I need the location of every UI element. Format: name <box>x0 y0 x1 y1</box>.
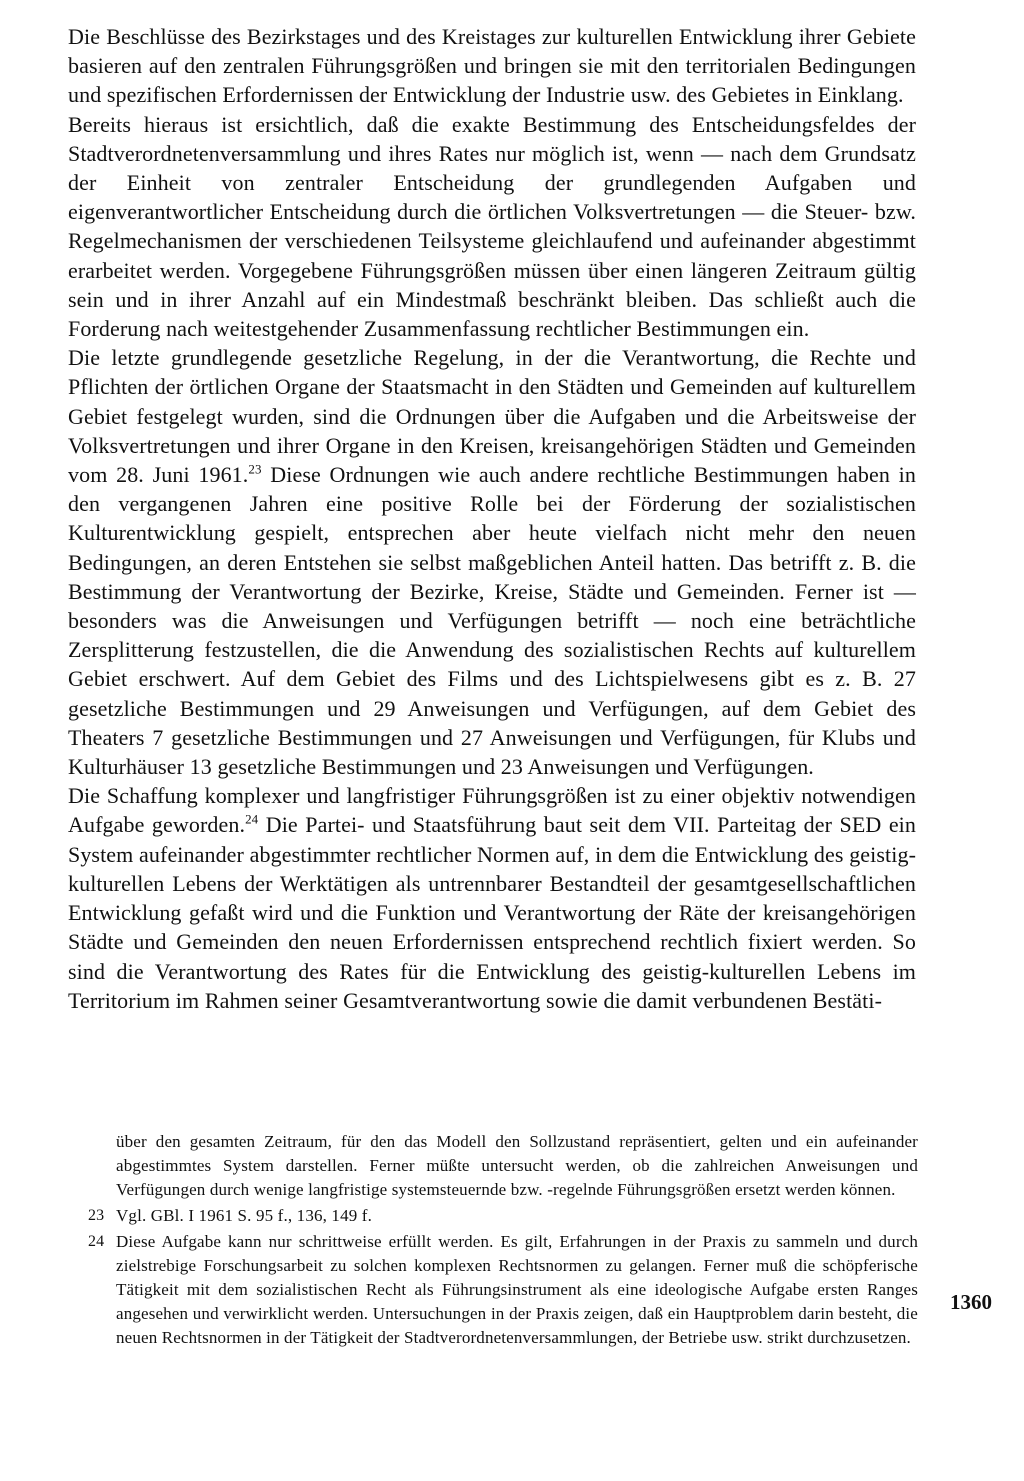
paragraph-4-text-after: Die Partei- und Staatsführung baut seit dem VII. Parteitag der SED ein System aufeinander abgestimmter rechtlicher Normen auf, in dem die Entwicklung des geistig-kulturellen Lebens der Werktätigen als untrennbarer Bestandteil der gesamtgesellschaftlichen Entwicklung gefaßt wird und die Funktion und Verantwortung der Räte der kreisangehörigen Städte und Gemeinden den neuen Erfordernissen entsprechend rechtlich fixiert werden. So sind die Verantwortung des Rates für die Entwicklung des geistig-kulturellen Lebens im Territorium im Rahmen seiner Gesamtverantwortung sowie die damit verbundenen Bestäti- <box>68 812 916 1013</box>
footnote-ref-23: 23 <box>248 461 262 477</box>
paragraph-2: Bereits hieraus ist ersichtlich, daß die exakte Bestimmung des Entscheidungsfeldes der Stadtverordnetenversammlung und ihres Rates nur möglich ist, wenn — nach dem Grundsatz der Einheit von zentraler Entscheidung der grundlegenden Aufgaben und eigenverantwortlicher Entscheidung durch die örtlichen Volksvertretungen — die Steuer- bzw. Regelmechanismen der verschiedenen Teilsysteme gleichlaufend und aufeinander abgestimmt erarbeitet werden. Vorgegebene Führungsgrößen müssen über einen längeren Zeitraum gültig sein und in ihrer Anzahl auf ein Mindestmaß beschränkt bleiben. Das schließt auch die Forderung nach weitestgehender Zusammenfassung rechtlicher Bestimmungen ein. <box>68 111 916 342</box>
main-text-block <box>68 22 916 1015</box>
footnote-number: 24 <box>88 1233 105 1250</box>
paragraph-3-text-before: Die letzte grundlegende gesetzliche Regelung, in der die Verantwortung, die Rechte und Pflichten der örtlichen Organe der Staatsmacht in den Städten und Gemeinden auf kulturellem Gebiet festgelegt wurden, sind die Ordnungen über die Aufgaben und die Arbeitsweise der Volksvertretungen und ihrer Organe in den Kreisen, kreisangehörigen Städten und Gemeinden vom 28. Juni 1961. <box>68 345 916 488</box>
footnote-text: Diese Aufgabe kann nur schrittweise erfüllt werden. Es gilt, Erfahrungen in der Praxis zu sammeln und durch zielstrebige Forschungsarbeit zu solchen komplexen Rechtsnormen zu gelangen. Ferner muß die schöpferische Tätigkeit mit dem sozialistischen Recht als Führungsinstrument als eine ideologische Aufgabe ersten Ranges angesehen und verwirklicht werden. Untersuchungen in der Praxis zeigen, daß ein Hauptproblem darin besteht, die neuen Rechtsnormen in der Tätigkeit der Stadtverordnetenversammlungen, der Betriebe usw. strikt durchzusetzen. <box>116 1232 918 1347</box>
paragraph-3 <box>68 343 916 781</box>
footnote-continuation: über den gesamten Zeitraum, für den das Modell den Sollzustand repräsentiert, gelten und ein aufeinander abgestimmtes System darstellen. Ferner müßte untersucht werden, ob die zahlreichen Anweisungen und Verfügungen durch wenige langfristige systemsteuernde bzw. -regelnde Führungsgrößen ersetzt werden können. <box>116 1132 918 1199</box>
footnote-ref-24: 24 <box>245 812 259 828</box>
footnote-23 <box>88 1204 918 1228</box>
page-number: 1360 <box>950 1290 992 1314</box>
footnote-number: 23 <box>88 1207 105 1224</box>
footnotes-section <box>88 1130 918 1352</box>
paragraph-4-text-before: Die Schaffung komplexer und langfristiger Führungsgrößen ist zu einer objektiv notwendigen Aufgabe geworden. <box>68 783 916 838</box>
footnote-24 <box>88 1230 918 1350</box>
paragraph-1: Die Beschlüsse des Bezirkstages und des Kreistages zur kulturellen Entwicklung ihrer Gebiete basieren auf den zentralen Führungsgrößen und bringen sie mit den territorialen Bedingungen und spezifischen Erfordernissen der Entwicklung der Industrie usw. des Gebietes in Einklang. <box>68 24 916 108</box>
footnote-text: Vgl. GBl. I 1961 S. 95 f., 136, 149 f. <box>116 1206 372 1225</box>
paragraph-4 <box>68 781 916 1015</box>
paragraph-3-text-after: Diese Ordnungen wie auch andere rechtliche Bestimmungen haben in den vergangenen Jahren eine positive Rolle bei der Förderung der sozialistischen Kulturentwicklung gespielt, entsprechen aber heute vielfach nicht mehr den neuen Bedingungen, an deren Entstehen sie selbst maßgeblichen Anteil hatten. Das betrifft z. B. die Bestimmung der Verantwortung der Bezirke, Kreise, Städte und Gemeinden. Ferner ist — besonders was die Anweisungen und Verfügungen betrifft — noch eine beträchtliche Zersplitterung festzustellen, die die Anwendung des sozialistischen Rechts auf kulturellem Gebiet erschwert. Auf dem Gebiet des Films und des Lichtspielwesens gibt es z. B. 27 gesetzliche Bestimmungen und 29 Anweisungen und Verfügungen, auf dem Gebiet des Theaters 7 gesetzliche Bestimmungen und 27 Anweisungen und Verfügungen, für Klubs und Kulturhäuser 13 gesetzliche Bestimmungen und 23 Anweisungen und Verfügungen. <box>68 462 916 780</box>
